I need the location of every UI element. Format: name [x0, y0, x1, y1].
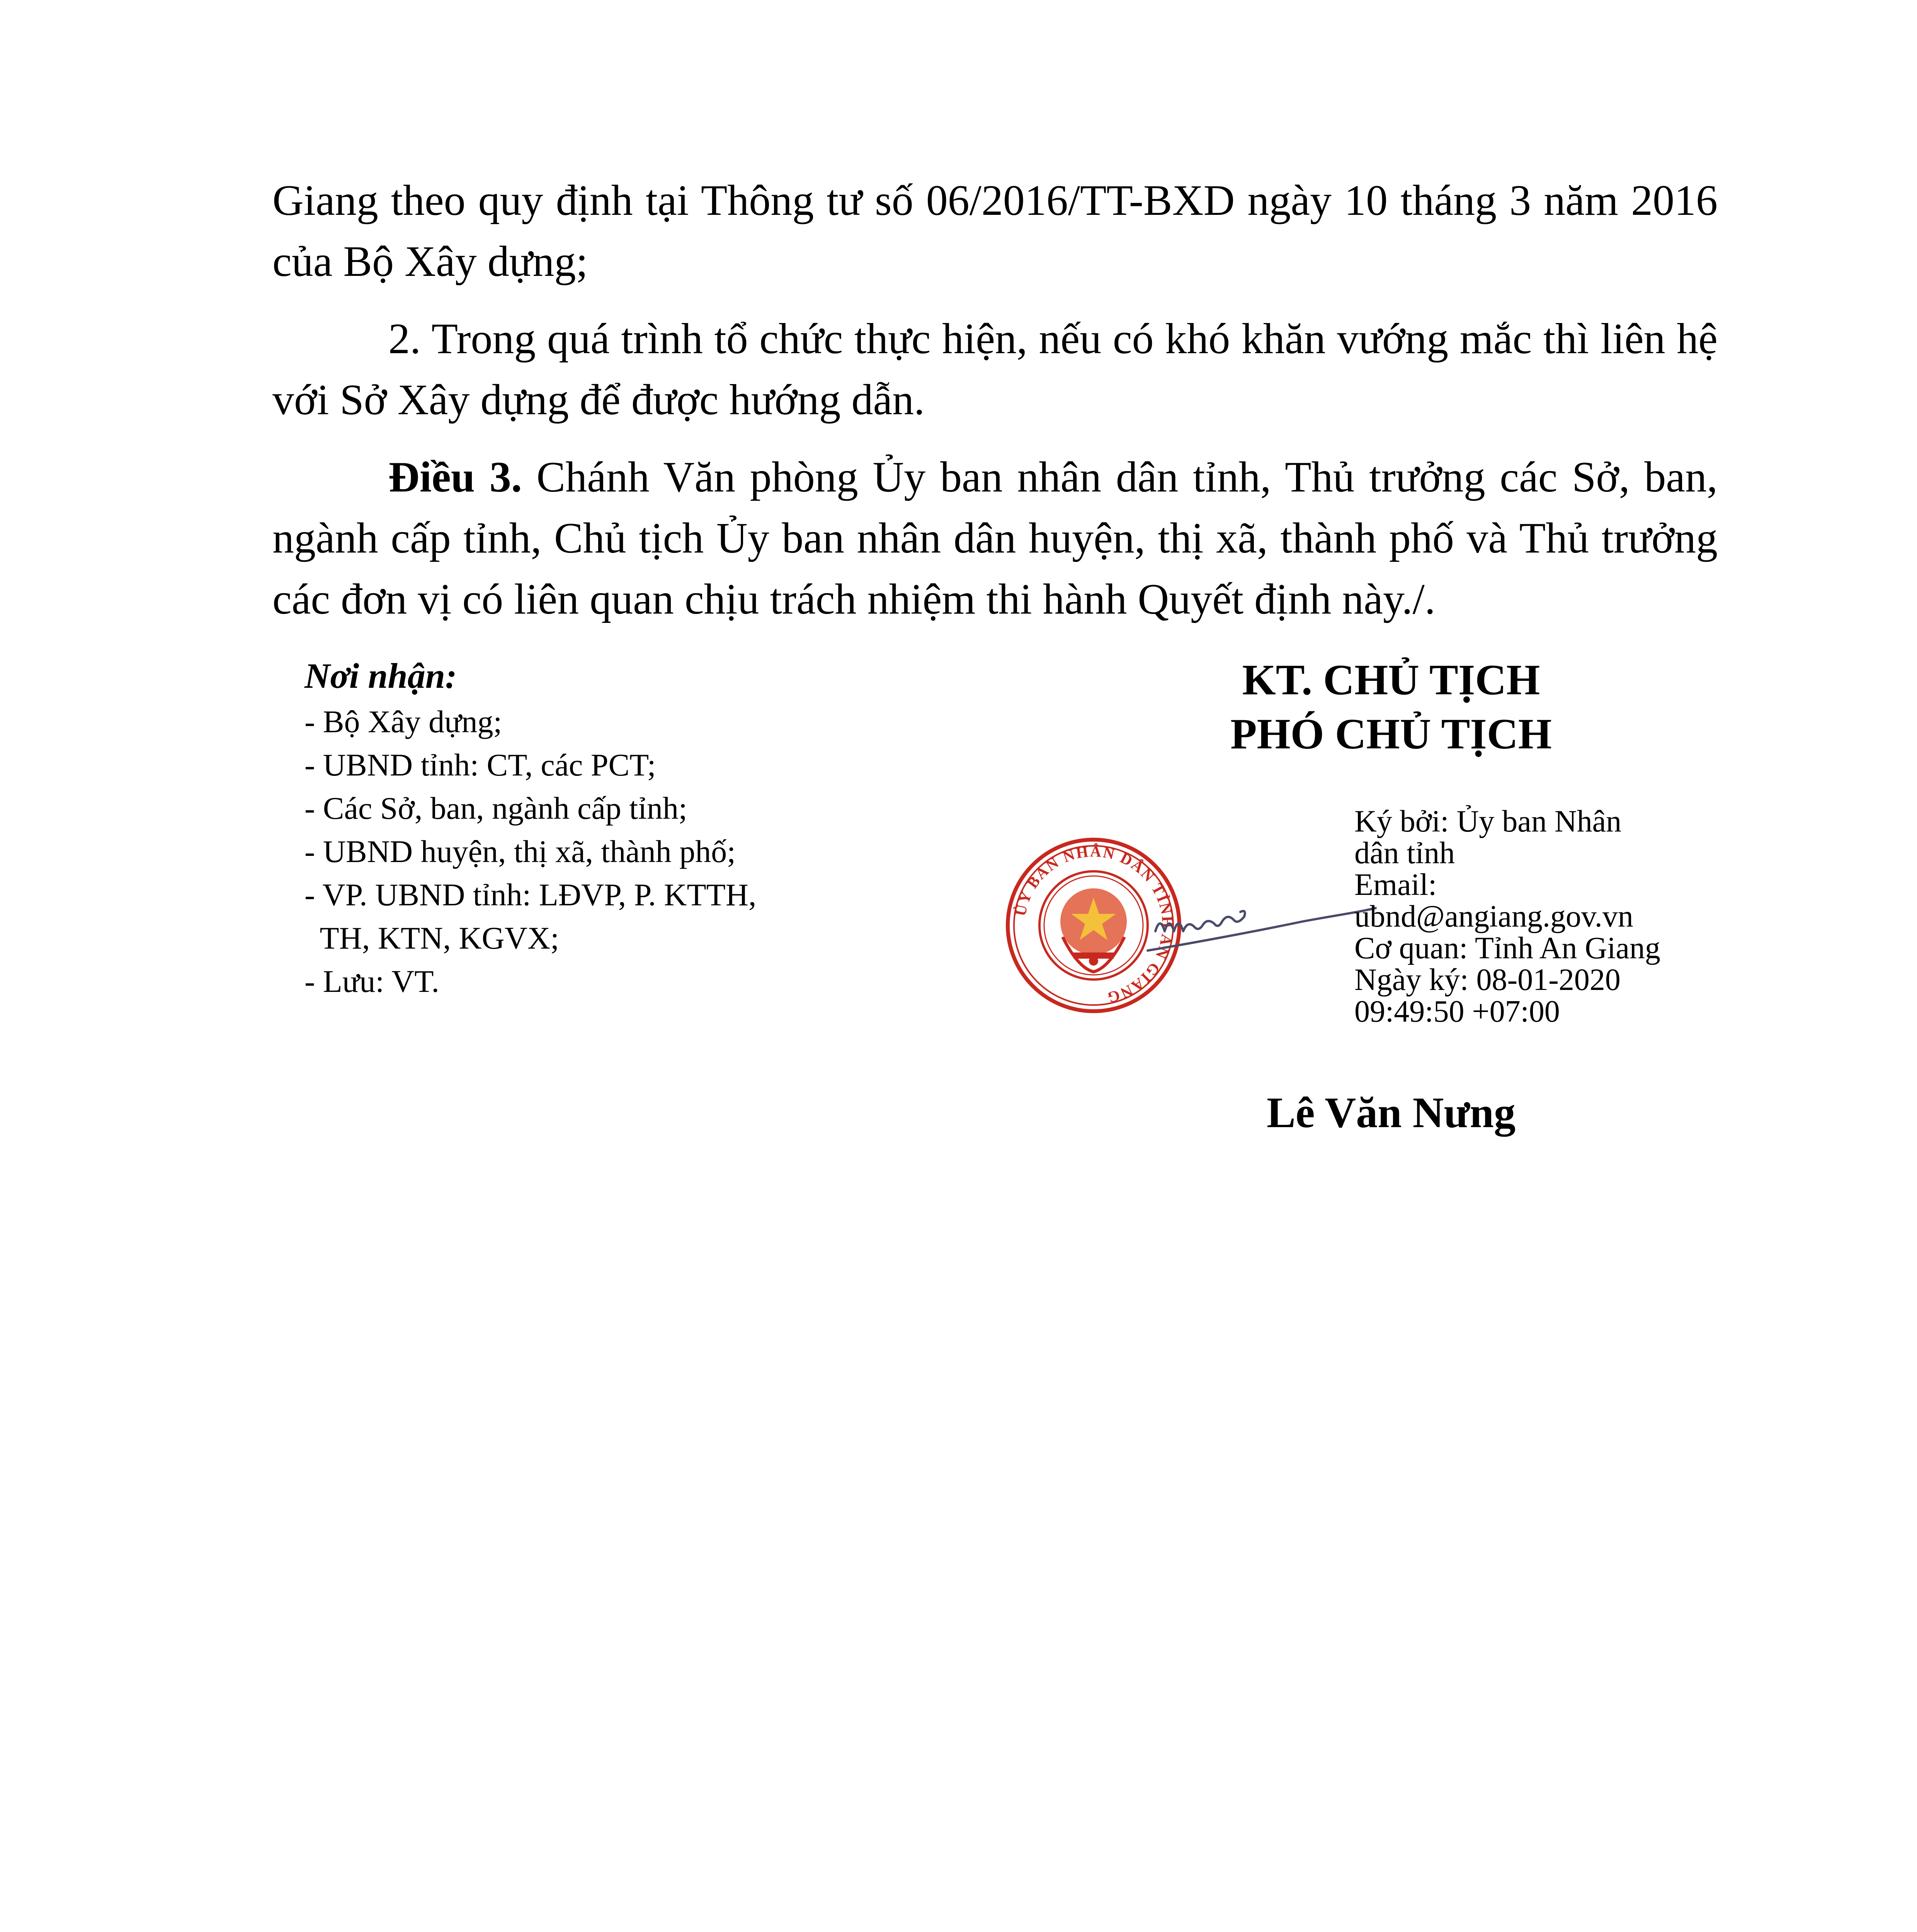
recipient-item: - Bộ Xây dựng;: [304, 704, 502, 739]
sig-info-line: Email:: [1354, 868, 1437, 902]
recipients-block: [304, 653, 884, 1003]
digital-signature-info: [1354, 806, 1741, 1027]
paragraph-item-2: 2. Trong quá trình tổ chức thực hiện, nếu có khó khăn vướng mắc thì liên hệ với Sở Xây dựng để được hướng dẫn.: [272, 315, 1718, 424]
paragraph-article-3: [272, 447, 1718, 630]
sig-info-line: dân tỉnh: [1354, 836, 1455, 870]
recipient-item: - UBND tỉnh: CT, các PCT;: [304, 747, 656, 782]
signer-title-line2: PHÓ CHỦ TỊCH: [1230, 710, 1552, 758]
signer-title-block: [1159, 653, 1623, 761]
handwritten-signature-icon: [1140, 885, 1379, 962]
body-text: [272, 170, 1718, 646]
sig-info-line: Ký bởi: Ủy ban Nhân: [1354, 804, 1622, 838]
sig-info-line: Ngày ký: 08-01-2020: [1354, 963, 1621, 997]
signer-name: Lê Văn Nưng: [1267, 1089, 1516, 1137]
paragraph-continuation: Giang theo quy định tại Thông tư số 06/2016/TT-BXD ngày 10 tháng 3 năm 2016 của Bộ Xây dựng;: [272, 177, 1718, 286]
recipient-item: TH, KTN, KGVX;: [304, 920, 560, 956]
article-3-text: Chánh Văn phòng Ủy ban nhân dân tỉnh, Thủ trưởng các Sở, ban, ngành cấp tỉnh, Chủ tịch Ủy ban nhân dân huyện, thị xã, thành phố và Thủ trưởng các đơn vị có liên quan chịu trách nhiệm thi hành Quyết định này./.: [272, 453, 1718, 623]
sig-info-line: 09:49:50 +07:00: [1354, 995, 1560, 1029]
recipients-title: Nơi nhận:: [304, 656, 457, 696]
signer-title-line1: KT. CHỦ TỊCH: [1242, 656, 1540, 704]
article-3-label: Điều 3.: [388, 453, 522, 501]
sig-info-line: ubnd@angiang.gov.vn: [1354, 900, 1633, 934]
recipient-item: - UBND huyện, thị xã, thành phố;: [304, 834, 736, 869]
recipient-item: - Các Sở, ban, ngành cấp tỉnh;: [304, 791, 687, 826]
svg-text:ỦY BAN NHÂN DÂN TỈNH AN GIANG: ỦY BAN NHÂN DÂN TỈNH AN GIANG: [1011, 842, 1177, 1007]
recipient-item: - Lưu: VT.: [304, 964, 439, 999]
sig-info-line: Cơ quan: Tỉnh An Giang: [1354, 931, 1660, 965]
recipient-item: - VP. UBND tỉnh: LĐVP, P. KTTH,: [304, 877, 757, 912]
